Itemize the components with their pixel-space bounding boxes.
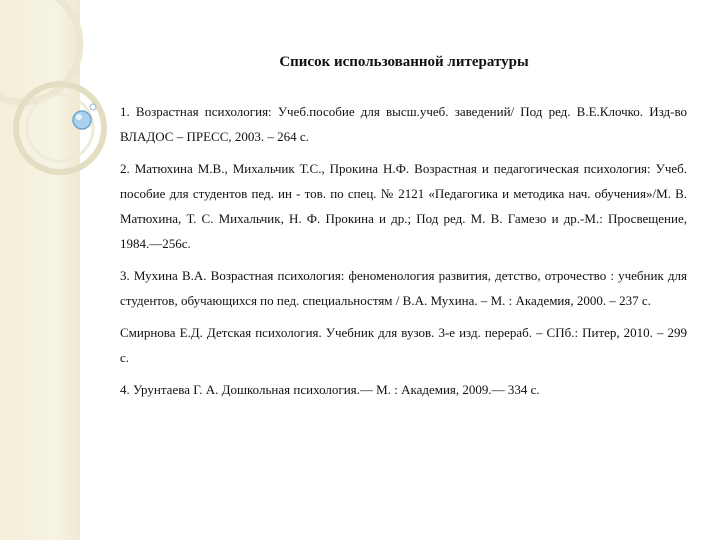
decor-bead-highlight [76, 114, 82, 120]
reference-list [120, 99, 687, 409]
slide-title: Список использованной литературы [279, 54, 529, 70]
decor-ring-medium [16, 84, 104, 172]
reference-item: 4. Урунтаева Г. А. Дошкольная психология.— М. : Академия, 2009.— 334 с. [120, 382, 540, 397]
decor-bead-small [90, 104, 96, 110]
reference-item: 3. Мухина В.А. Возрастная психология: феноменология развития, детство, отрочество : учебник для студентов, обучающихся по пед. специальностям / В.А. Мухина. – М. : Академия, 2000. – 237 с. [120, 268, 687, 308]
reference-item: 1. Возрастная психология: Учеб.пособие для высш.учеб. заведений/ Под ред. В.Е.Клочко. Изд-во ВЛАДОС – ПРЕСС, 2003. – 264 с. [120, 104, 687, 144]
reference-item: Смирнова Е.Д. Детская психология. Учебник для вузов. 3-е изд. перераб. – СПб.: Питер, 2010. – 299 с. [120, 325, 687, 365]
decorative-rings [0, 0, 140, 260]
reference-item: 2. Матюхина М.В., Михальчик Т.С., Прокина Н.Ф. Возрастная и педагогическая психология: Учеб. пособие для студентов пед. ин - тов. по спец. № 2121 «Педагогика и методика нач. обучения»/М. В. Матюхина, Т. С. Михальчик, Н. Ф. Прокина и др.; Под ред. М. В. Гамезо и др.-М.: Просвещение, 1984.—256с. [120, 161, 687, 251]
decor-bead [73, 111, 91, 129]
